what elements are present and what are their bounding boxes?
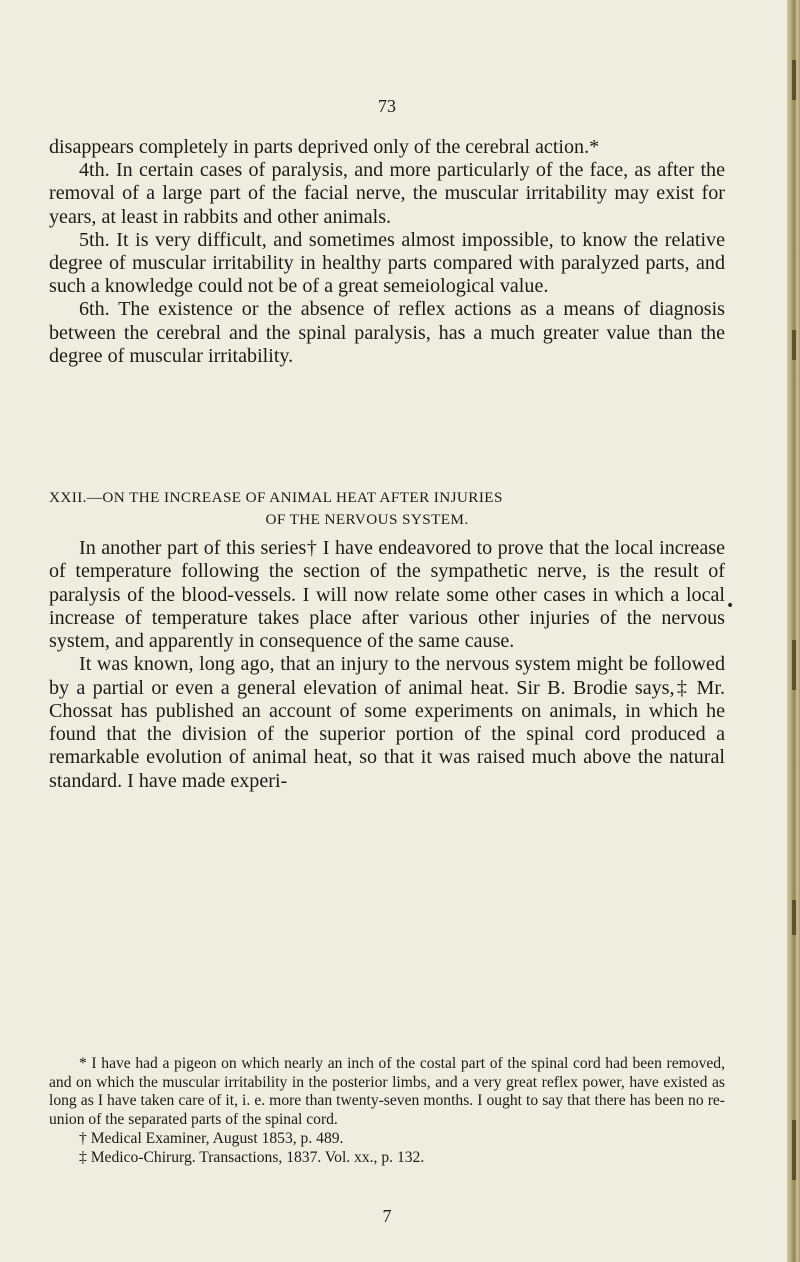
edge-tick [792,1120,796,1180]
paragraph-5: In another part of this series† I have endeavored to prove that the local increase of temperature following the section of the sympathetic nerve, is the result of paralysis of the blood-vessels. I will now relate some other cases in which a local increase of temperature takes place after various other injuries of the nervous system, and apparently in consequence of the same cause. [49,537,725,652]
paragraph-3: 5th. It is very difficult, and sometimes almost impossible, to know the relative degree of muscular irritability in healthy parts compared with paralyzed parts, and such a knowledge could not be of a great semeiological value. [49,228,725,298]
section-heading-line1: XXII.—ON THE INCREASE OF ANIMAL HEAT AFTER INJURIES [49,489,503,506]
paragraph-1: disappears completely in parts deprived only of the cerebral action.* [49,136,600,158]
edge-tick [792,330,796,360]
body-text-bottom [49,537,725,793]
body-text-top [49,136,725,368]
paragraph-4: 6th. The existence or the absence of reflex actions as a means of diagnosis between the cerebral and the spinal paralysis, has a much greater value than the degree of muscular irritability. [49,298,725,367]
footnotes [49,1055,725,1167]
edge-tick [792,640,796,690]
page-edge-binding [787,0,800,1262]
page-number: 73 [378,96,396,116]
section-heading [49,487,725,531]
edge-tick [792,900,796,935]
footnote-2: † Medical Examiner, August 1853, p. 489. [79,1129,344,1147]
edge-tick [792,60,796,100]
margin-mark: • [726,598,735,614]
paragraph-6: It was known, long ago, that an injury to the nervous system might be followed by a partial or even a general elevation of animal heat. Sir B. Brodie says,‡ Mr. Chossat has published an account of some experiments on animals, in which he found that the division of the superior portion of the spinal cord produced a remarkable evolution of animal heat, so that it was raised much above the natural standard. I have made experi- [49,653,725,792]
paragraph-2: 4th. In certain cases of paralysis, and more particularly of the face, as after the removal of a large part of the facial nerve, the muscular irritability may exist for years, at least in rabbits and other animals. [49,159,725,228]
section-heading-line2: OF THE NERVOUS SYSTEM. [265,511,469,528]
footnote-3: ‡ Medico-Chirurg. Transactions, 1837. Vol. xx., p. 132. [79,1148,425,1166]
signature-mark: 7 [382,1206,392,1226]
footnote-1: * I have had a pigeon on which nearly an inch of the costal part of the spinal cord had been removed, and on which the muscular irritability in the posterior limbs, and a very great reflex power, have existed as long as I have taken care of it, i. e. more than twenty-seven months. I ought to say that there has been no re-union of the separated parts of the spinal cord. [49,1055,725,1129]
